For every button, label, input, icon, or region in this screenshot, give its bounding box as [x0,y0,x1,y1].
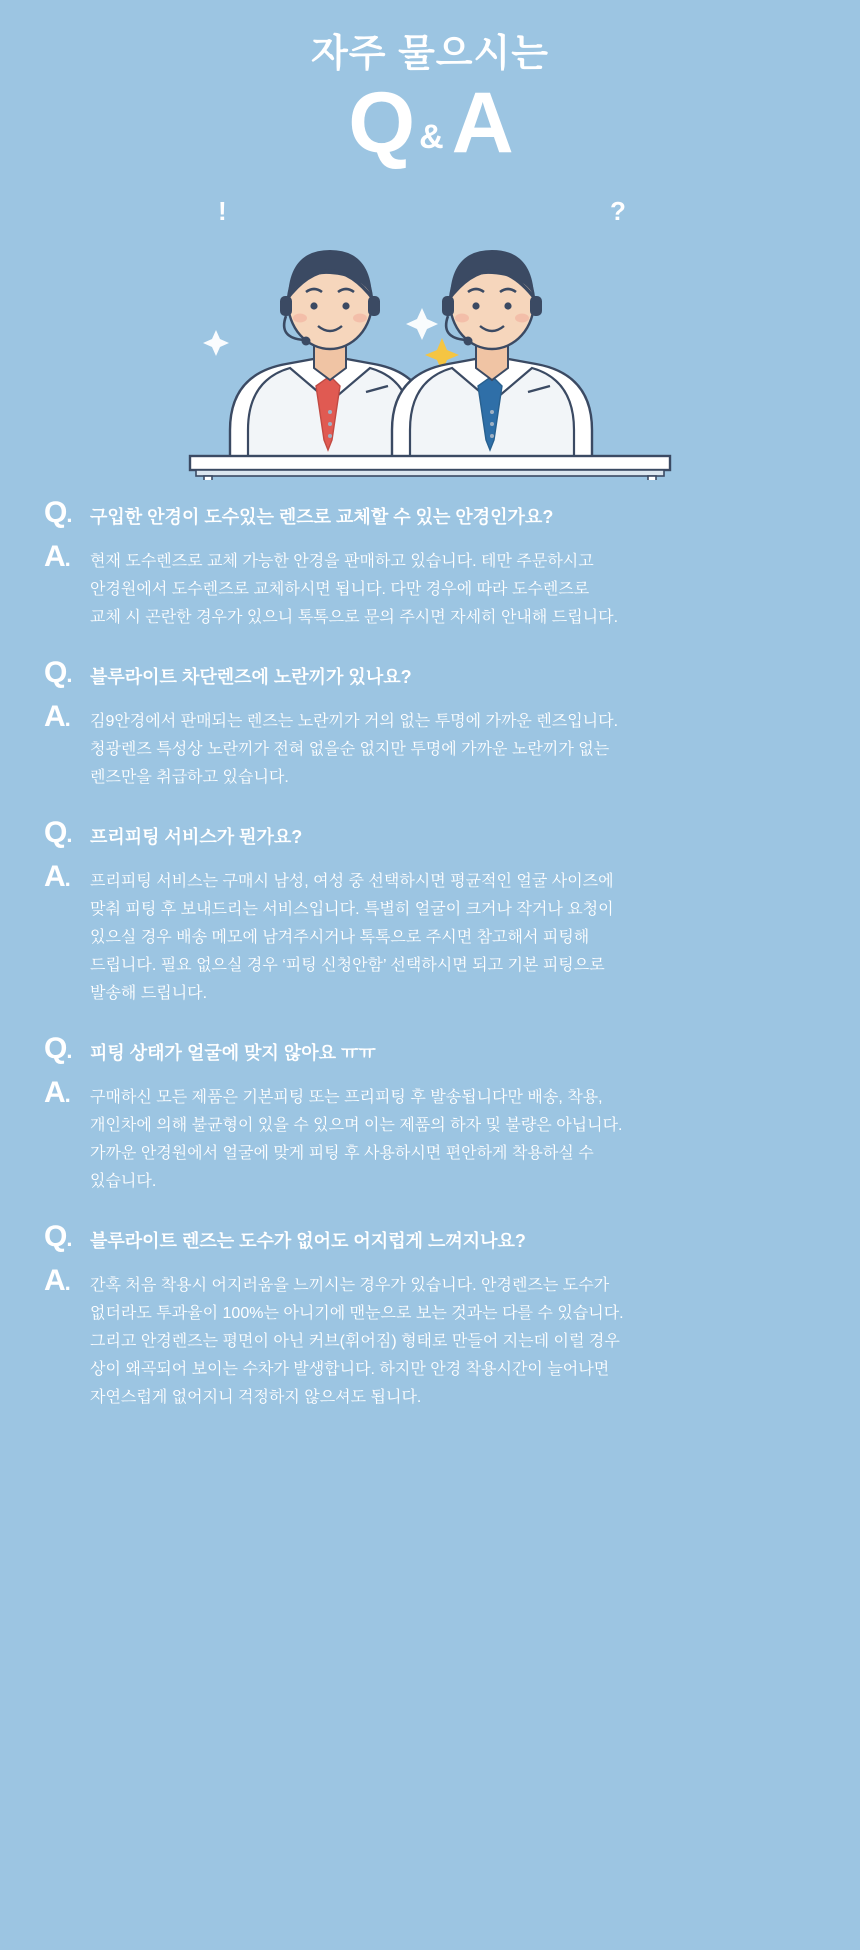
consultant-right [392,250,592,458]
page-title: 자주 물으시는 [311,33,549,75]
q-letter: Q [44,1220,67,1254]
answer-text: 김9안경에서 판매되는 렌즈는 노란끼가 거의 없는 투명에 가까운 렌즈입니다. 청광렌즈 특성상 노란끼가 전혀 없을순 없지만 투명에 가까운 노란끼가 없는 렌즈만을 취급하고 있습니다. [90,712,619,786]
faq-item [44,1222,816,1412]
a-dot: . [64,866,70,892]
answer-row [44,539,816,632]
q-letter: Q [44,495,67,529]
a-dot: . [64,705,70,731]
two-consultants-illustration [0,180,860,480]
question-row [44,1034,816,1066]
answer-text: 현재 도수렌즈로 교체 가능한 안경을 판매하고 있습니다. 테만 주문하시고 안경원에서 도수렌즈로 교체하시면 됩니다. 다만 경우에 따라 도수렌즈로 교체 시 곤란한 경우가 있으니 톡톡으로 문의 주시면 자세히 안내해 드립니다. [90,552,619,626]
question-row [44,655,816,690]
question-mark-label [44,655,90,689]
q-dot: . [66,821,72,847]
q-dot: . [66,501,72,527]
question-mark-label [44,1222,90,1252]
logo-ampersand: & [419,117,444,156]
desk [190,456,670,480]
a-letter: A [44,699,65,733]
q-dot: . [66,1226,72,1252]
question-text: 피팅 상태가 얼굴에 맞지 않아요 ㅠㅠ [90,1043,376,1064]
answer-text: 구매하신 모든 제품은 기본피팅 또는 프리피팅 후 발송됩니다만 배송, 착용, 개인차에 의해 불균형이 있을 수 있으며 이는 제품의 하자 및 불량은 아닙니다. 가까운 안경원에서 얼굴에 맞게 피팅 후 사용하시면 편안하게 착용하실 수 있습니다. [90,1089,623,1191]
a-letter: A [44,860,65,894]
page-header [0,0,860,171]
consultants-svg [170,180,690,480]
q-letter: Q [44,655,67,689]
faq-item [44,495,816,632]
question-mark-label [44,1034,90,1064]
answer-text: 간혹 처음 착용시 어지러움을 느끼시는 경우가 있습니다. 안경렌즈는 도수가 없더라도 투과율이 100%는 아니기에 맨눈으로 보는 것과는 다를 수 있습니다. 그리고 안경렌즈는 평면이 아닌 커브(휘어짐) 형태로 만들어 지는데 이럴 경우 상이 왜곡되어 보이는 수차가 발생합니다. 하지만 안경 착용시간이 늘어나면 자연스럽게 없어지니 걱정하지 않으셔도 됩니다. [90,1277,624,1407]
answer-mark-label [44,1078,90,1108]
faq-item [44,815,816,1008]
faq-item [44,1034,816,1196]
a-letter: A [44,1264,65,1298]
question-mark-label [44,815,90,849]
question-text: 구입한 안경이 도수있는 렌즈로 교체할 수 있는 안경인가요? [90,506,554,527]
q-letter: Q [44,1032,67,1066]
answer-row [44,1078,816,1196]
answer-mark-label [44,862,90,892]
a-dot: . [64,1270,70,1296]
answer-mark-label [44,699,90,733]
question-text: 프리피팅 서비스가 뭔가요? [90,826,303,847]
a-letter: A [44,539,65,573]
logo-a-letter: A [451,74,512,171]
question-bubble: ? [610,195,626,226]
question-row [44,815,816,850]
faq-item [44,655,816,792]
question-mark-label [44,495,90,529]
question-text: 블루라이트 차단렌즈에 노란끼가 있나요? [90,666,412,687]
answer-row [44,699,816,792]
exclamation-bubble: ! [218,195,227,226]
faq-list [0,495,860,1478]
answer-row [44,862,816,1008]
answer-mark-label [44,539,90,573]
question-text: 블루라이트 렌즈는 도수가 없어도 어지럽게 느껴지나요? [90,1231,526,1252]
answer-text: 프리피팅 서비스는 구매시 남성, 여성 중 선택하시면 평균적인 얼굴 사이즈에 맞춰 피팅 후 보내드리는 서비스입니다. 특별히 얼굴이 크거나 작거나 요청이 있으실 경우 배송 메모에 남겨주시거나 톡톡으로 주시면 참고해서 피팅해 드립니다. 필요 없으실 경우 ‘피팅 신청안함’ 선택하시면 되고 기본 피팅으로 발송해 드립니다. [90,873,614,1003]
answer-row [44,1266,816,1412]
question-row [44,495,816,530]
a-dot: . [64,1082,70,1108]
a-dot: . [64,545,70,571]
q-letter: Q [44,815,67,849]
q-dot: . [66,661,72,687]
answer-mark-label [44,1266,90,1296]
question-row [44,1222,816,1254]
logo-q-letter: Q [348,74,414,171]
q-dot: . [66,1038,72,1064]
qa-logo [0,74,860,171]
a-letter: A [44,1076,65,1110]
